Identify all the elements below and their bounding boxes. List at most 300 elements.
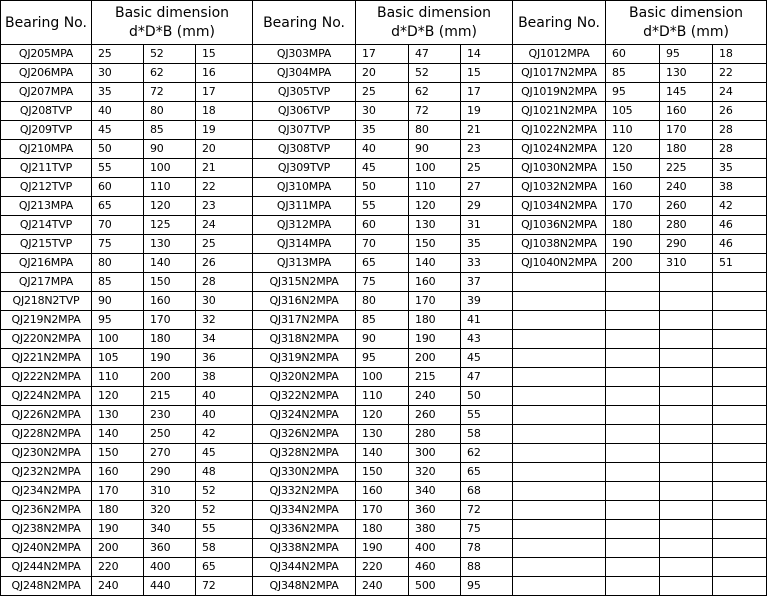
inner-diameter-cell: 130 (92, 406, 144, 425)
inner-diameter-cell: 100 (92, 330, 144, 349)
empty-cell (660, 406, 713, 425)
width-cell: 21 (461, 121, 513, 140)
width-cell: 43 (461, 330, 513, 349)
bearing-no-cell: QJ328N2MPA (253, 444, 356, 463)
outer-diameter-cell: 160 (144, 292, 196, 311)
empty-cell (606, 292, 660, 311)
width-cell: 23 (461, 140, 513, 159)
inner-diameter-cell: 150 (356, 463, 409, 482)
bearing-no-cell: QJ1024N2MPA (513, 140, 606, 159)
outer-diameter-cell: 190 (409, 330, 461, 349)
empty-cell (660, 273, 713, 292)
width-cell: 15 (461, 64, 513, 83)
bearing-no-cell: QJ307TVP (253, 121, 356, 140)
inner-diameter-cell: 110 (356, 387, 409, 406)
table-row (1, 254, 767, 273)
table-row (1, 197, 767, 216)
width-cell: 15 (196, 45, 253, 64)
outer-diameter-cell: 130 (660, 64, 713, 83)
table-row (1, 216, 767, 235)
inner-diameter-cell: 70 (92, 216, 144, 235)
bearing-no-cell: QJ218N2TVP (1, 292, 92, 311)
width-cell: 36 (196, 349, 253, 368)
width-cell: 75 (461, 520, 513, 539)
empty-cell (713, 273, 767, 292)
inner-diameter-cell: 30 (92, 64, 144, 83)
bearing-no-cell: QJ206MPA (1, 64, 92, 83)
outer-diameter-cell: 190 (144, 349, 196, 368)
width-cell: 42 (196, 425, 253, 444)
empty-cell (713, 558, 767, 577)
dimension-units: d*D*B (mm) (391, 23, 477, 40)
dimension-units: d*D*B (mm) (643, 23, 729, 40)
inner-diameter-cell: 60 (606, 45, 660, 64)
width-cell: 18 (713, 45, 767, 64)
empty-cell (713, 292, 767, 311)
width-cell: 48 (196, 463, 253, 482)
outer-diameter-cell: 140 (144, 254, 196, 273)
width-cell: 29 (461, 197, 513, 216)
width-cell: 40 (196, 406, 253, 425)
width-cell: 33 (461, 254, 513, 273)
bearing-no-cell: QJ311MPA (253, 197, 356, 216)
outer-diameter-cell: 120 (409, 197, 461, 216)
outer-diameter-cell: 200 (144, 368, 196, 387)
outer-diameter-cell: 52 (409, 64, 461, 83)
bearing-no-cell: QJ1034N2MPA (513, 197, 606, 216)
empty-cell (660, 330, 713, 349)
inner-diameter-cell: 200 (606, 254, 660, 273)
empty-cell (513, 482, 606, 501)
empty-cell (513, 349, 606, 368)
bearing-no-cell: QJ310MPA (253, 178, 356, 197)
inner-diameter-cell: 190 (356, 539, 409, 558)
inner-diameter-cell: 70 (356, 235, 409, 254)
inner-diameter-cell: 150 (606, 159, 660, 178)
empty-cell (513, 292, 606, 311)
outer-diameter-cell: 215 (409, 368, 461, 387)
empty-cell (606, 463, 660, 482)
inner-diameter-cell: 100 (356, 368, 409, 387)
inner-diameter-cell: 120 (92, 387, 144, 406)
outer-diameter-cell: 130 (144, 235, 196, 254)
empty-cell (713, 425, 767, 444)
inner-diameter-cell: 60 (92, 178, 144, 197)
outer-diameter-cell: 400 (144, 558, 196, 577)
inner-diameter-cell: 40 (92, 102, 144, 121)
outer-diameter-cell: 150 (409, 235, 461, 254)
inner-diameter-cell: 95 (606, 83, 660, 102)
table-row (1, 311, 767, 330)
inner-diameter-cell: 190 (606, 235, 660, 254)
empty-cell (606, 406, 660, 425)
width-cell: 52 (196, 482, 253, 501)
table-row (1, 102, 767, 121)
outer-diameter-cell: 400 (409, 539, 461, 558)
width-cell: 52 (196, 501, 253, 520)
empty-cell (513, 501, 606, 520)
outer-diameter-cell: 160 (660, 102, 713, 121)
table-row (1, 539, 767, 558)
bearing-no-cell: QJ207MPA (1, 83, 92, 102)
inner-diameter-cell: 120 (356, 406, 409, 425)
empty-cell (606, 387, 660, 406)
basic-dimension-header (356, 1, 513, 45)
table-row (1, 349, 767, 368)
empty-cell (606, 501, 660, 520)
empty-cell (513, 368, 606, 387)
outer-diameter-cell: 320 (144, 501, 196, 520)
outer-diameter-cell: 170 (144, 311, 196, 330)
bearing-no-cell: QJ236N2MPA (1, 501, 92, 520)
table-row (1, 558, 767, 577)
empty-cell (713, 444, 767, 463)
bearing-no-cell: QJ1022N2MPA (513, 121, 606, 140)
empty-cell (713, 330, 767, 349)
outer-diameter-cell: 100 (144, 159, 196, 178)
inner-diameter-cell: 65 (92, 197, 144, 216)
outer-diameter-cell: 47 (409, 45, 461, 64)
empty-cell (513, 406, 606, 425)
width-cell: 42 (713, 197, 767, 216)
empty-cell (513, 273, 606, 292)
inner-diameter-cell: 35 (92, 83, 144, 102)
bearing-no-header: Bearing No. (253, 1, 356, 45)
bearing-no-header: Bearing No. (513, 1, 606, 45)
inner-diameter-cell: 160 (356, 482, 409, 501)
inner-diameter-cell: 25 (356, 83, 409, 102)
inner-diameter-cell: 200 (92, 539, 144, 558)
bearing-no-cell: QJ219N2MPA (1, 311, 92, 330)
inner-diameter-cell: 85 (92, 273, 144, 292)
bearing-no-cell: QJ326N2MPA (253, 425, 356, 444)
table-row (1, 520, 767, 539)
width-cell: 65 (461, 463, 513, 482)
width-cell: 58 (461, 425, 513, 444)
table-row (1, 577, 767, 596)
outer-diameter-cell: 72 (409, 102, 461, 121)
inner-diameter-cell: 140 (356, 444, 409, 463)
width-cell: 51 (713, 254, 767, 273)
inner-diameter-cell: 170 (606, 197, 660, 216)
inner-diameter-cell: 190 (92, 520, 144, 539)
outer-diameter-cell: 310 (144, 482, 196, 501)
bearing-no-cell: QJ1012MPA (513, 45, 606, 64)
outer-diameter-cell: 52 (144, 45, 196, 64)
width-cell: 21 (196, 159, 253, 178)
inner-diameter-cell: 110 (606, 121, 660, 140)
empty-cell (513, 330, 606, 349)
outer-diameter-cell: 90 (409, 140, 461, 159)
inner-diameter-cell: 80 (92, 254, 144, 273)
outer-diameter-cell: 180 (409, 311, 461, 330)
empty-cell (513, 520, 606, 539)
bearing-no-cell: QJ211TVP (1, 159, 92, 178)
empty-cell (660, 444, 713, 463)
outer-diameter-cell: 260 (660, 197, 713, 216)
empty-cell (713, 501, 767, 520)
outer-diameter-cell: 225 (660, 159, 713, 178)
inner-diameter-cell: 180 (606, 216, 660, 235)
inner-diameter-cell: 160 (92, 463, 144, 482)
width-cell: 30 (196, 292, 253, 311)
inner-diameter-cell: 75 (92, 235, 144, 254)
empty-cell (513, 577, 606, 596)
width-cell: 31 (461, 216, 513, 235)
outer-diameter-cell: 72 (144, 83, 196, 102)
bearing-no-cell: QJ334N2MPA (253, 501, 356, 520)
outer-diameter-cell: 100 (409, 159, 461, 178)
table-row (1, 387, 767, 406)
outer-diameter-cell: 240 (660, 178, 713, 197)
inner-diameter-cell: 240 (92, 577, 144, 596)
outer-diameter-cell: 170 (409, 292, 461, 311)
bearing-no-cell: QJ209TVP (1, 121, 92, 140)
empty-cell (606, 482, 660, 501)
bearing-no-cell: QJ324N2MPA (253, 406, 356, 425)
inner-diameter-cell: 105 (92, 349, 144, 368)
table-row (1, 444, 767, 463)
outer-diameter-cell: 250 (144, 425, 196, 444)
empty-cell (606, 330, 660, 349)
empty-cell (606, 577, 660, 596)
bearing-no-cell: QJ214TVP (1, 216, 92, 235)
bearing-no-cell: QJ1036N2MPA (513, 216, 606, 235)
empty-cell (660, 463, 713, 482)
outer-diameter-cell: 310 (660, 254, 713, 273)
inner-diameter-cell: 90 (356, 330, 409, 349)
table-row (1, 64, 767, 83)
inner-diameter-cell: 55 (92, 159, 144, 178)
table-row (1, 159, 767, 178)
inner-diameter-cell: 110 (92, 368, 144, 387)
width-cell: 47 (461, 368, 513, 387)
width-cell: 28 (713, 140, 767, 159)
outer-diameter-cell: 125 (144, 216, 196, 235)
width-cell: 72 (196, 577, 253, 596)
outer-diameter-cell: 460 (409, 558, 461, 577)
empty-cell (606, 273, 660, 292)
table-row (1, 501, 767, 520)
bearing-no-cell: QJ216MPA (1, 254, 92, 273)
empty-cell (606, 368, 660, 387)
inner-diameter-cell: 17 (356, 45, 409, 64)
width-cell: 23 (196, 197, 253, 216)
width-cell: 95 (461, 577, 513, 596)
empty-cell (713, 577, 767, 596)
width-cell: 22 (196, 178, 253, 197)
basic-dimension-header (92, 1, 253, 45)
bearing-no-cell: QJ212TVP (1, 178, 92, 197)
table-row (1, 140, 767, 159)
bearing-no-cell: QJ317N2MPA (253, 311, 356, 330)
bearing-no-header: Bearing No. (1, 1, 92, 45)
inner-diameter-cell: 60 (356, 216, 409, 235)
bearing-no-cell: QJ228N2MPA (1, 425, 92, 444)
empty-cell (660, 558, 713, 577)
empty-cell (713, 463, 767, 482)
inner-diameter-cell: 85 (356, 311, 409, 330)
bearing-no-cell: QJ336N2MPA (253, 520, 356, 539)
bearing-no-cell: QJ322N2MPA (253, 387, 356, 406)
outer-diameter-cell: 90 (144, 140, 196, 159)
inner-diameter-cell: 45 (356, 159, 409, 178)
bearing-no-cell: QJ312MPA (253, 216, 356, 235)
empty-cell (606, 425, 660, 444)
bearing-no-cell: QJ232N2MPA (1, 463, 92, 482)
bearing-no-cell: QJ221N2MPA (1, 349, 92, 368)
empty-cell (513, 463, 606, 482)
bearing-no-cell: QJ316N2MPA (253, 292, 356, 311)
inner-diameter-cell: 170 (92, 482, 144, 501)
bearing-no-cell: QJ226N2MPA (1, 406, 92, 425)
bearing-no-cell: QJ308TVP (253, 140, 356, 159)
inner-diameter-cell: 95 (356, 349, 409, 368)
empty-cell (606, 520, 660, 539)
basic-dimension-title: Basic dimension (114, 4, 230, 21)
width-cell: 26 (713, 102, 767, 121)
inner-diameter-cell: 25 (92, 45, 144, 64)
inner-diameter-cell: 150 (92, 444, 144, 463)
bearing-no-cell: QJ1032N2MPA (513, 178, 606, 197)
inner-diameter-cell: 80 (356, 292, 409, 311)
empty-cell (606, 444, 660, 463)
width-cell: 72 (461, 501, 513, 520)
empty-cell (713, 368, 767, 387)
inner-diameter-cell: 130 (356, 425, 409, 444)
outer-diameter-cell: 110 (409, 178, 461, 197)
bearing-no-cell: QJ338N2MPA (253, 539, 356, 558)
inner-diameter-cell: 95 (92, 311, 144, 330)
table-row (1, 121, 767, 140)
bearing-no-cell: QJ314MPA (253, 235, 356, 254)
width-cell: 24 (713, 83, 767, 102)
inner-diameter-cell: 240 (356, 577, 409, 596)
bearing-no-cell: QJ305TVP (253, 83, 356, 102)
outer-diameter-cell: 180 (660, 140, 713, 159)
outer-diameter-cell: 150 (144, 273, 196, 292)
inner-diameter-cell: 50 (356, 178, 409, 197)
table-body (1, 45, 767, 596)
width-cell: 37 (461, 273, 513, 292)
width-cell: 19 (196, 121, 253, 140)
width-cell: 18 (196, 102, 253, 121)
outer-diameter-cell: 62 (144, 64, 196, 83)
inner-diameter-cell: 20 (356, 64, 409, 83)
width-cell: 50 (461, 387, 513, 406)
bearing-no-cell: QJ230N2MPA (1, 444, 92, 463)
outer-diameter-cell: 360 (409, 501, 461, 520)
bearing-no-cell: QJ205MPA (1, 45, 92, 64)
bearing-no-cell: QJ320N2MPA (253, 368, 356, 387)
width-cell: 38 (196, 368, 253, 387)
empty-cell (713, 406, 767, 425)
bearing-no-cell: QJ306TVP (253, 102, 356, 121)
outer-diameter-cell: 360 (144, 539, 196, 558)
width-cell: 41 (461, 311, 513, 330)
basic-dimension-header (606, 1, 767, 45)
bearing-no-cell: QJ1038N2MPA (513, 235, 606, 254)
bearing-no-cell: QJ315N2MPA (253, 273, 356, 292)
width-cell: 25 (461, 159, 513, 178)
outer-diameter-cell: 340 (144, 520, 196, 539)
table-row (1, 482, 767, 501)
outer-diameter-cell: 500 (409, 577, 461, 596)
basic-dimension-title: Basic dimension (377, 4, 492, 21)
width-cell: 78 (461, 539, 513, 558)
dimension-units: d*D*B (mm) (129, 23, 215, 40)
table-row (1, 45, 767, 64)
width-cell: 55 (461, 406, 513, 425)
width-cell: 46 (713, 235, 767, 254)
empty-cell (713, 349, 767, 368)
empty-cell (513, 387, 606, 406)
outer-diameter-cell: 62 (409, 83, 461, 102)
basic-dimension-title: Basic dimension (629, 4, 744, 21)
width-cell: 24 (196, 216, 253, 235)
outer-diameter-cell: 160 (409, 273, 461, 292)
inner-diameter-cell: 180 (356, 520, 409, 539)
inner-diameter-cell: 220 (356, 558, 409, 577)
bearing-no-cell: QJ220N2MPA (1, 330, 92, 349)
empty-cell (660, 577, 713, 596)
inner-diameter-cell: 170 (356, 501, 409, 520)
table-row (1, 83, 767, 102)
bearing-no-cell: QJ1030N2MPA (513, 159, 606, 178)
empty-cell (513, 425, 606, 444)
bearing-no-cell: QJ1040N2MPA (513, 254, 606, 273)
outer-diameter-cell: 85 (144, 121, 196, 140)
width-cell: 28 (713, 121, 767, 140)
outer-diameter-cell: 380 (409, 520, 461, 539)
table-row (1, 292, 767, 311)
empty-cell (660, 311, 713, 330)
bearing-no-cell: QJ330N2MPA (253, 463, 356, 482)
bearing-no-cell: QJ309TVP (253, 159, 356, 178)
empty-cell (660, 349, 713, 368)
outer-diameter-cell: 80 (144, 102, 196, 121)
outer-diameter-cell: 230 (144, 406, 196, 425)
width-cell: 25 (196, 235, 253, 254)
bearing-no-cell: QJ213MPA (1, 197, 92, 216)
outer-diameter-cell: 140 (409, 254, 461, 273)
bearing-no-cell: QJ1021N2MPA (513, 102, 606, 121)
inner-diameter-cell: 85 (606, 64, 660, 83)
inner-diameter-cell: 220 (92, 558, 144, 577)
outer-diameter-cell: 215 (144, 387, 196, 406)
empty-cell (513, 311, 606, 330)
bearing-no-cell: QJ208TVP (1, 102, 92, 121)
empty-cell (513, 444, 606, 463)
outer-diameter-cell: 110 (144, 178, 196, 197)
bearing-no-cell: QJ240N2MPA (1, 539, 92, 558)
outer-diameter-cell: 180 (144, 330, 196, 349)
empty-cell (606, 311, 660, 330)
empty-cell (713, 482, 767, 501)
width-cell: 46 (713, 216, 767, 235)
outer-diameter-cell: 290 (144, 463, 196, 482)
outer-diameter-cell: 320 (409, 463, 461, 482)
bearing-no-cell: QJ318N2MPA (253, 330, 356, 349)
width-cell: 55 (196, 520, 253, 539)
bearing-no-cell: QJ1017N2MPA (513, 64, 606, 83)
table-row (1, 463, 767, 482)
bearing-no-cell: QJ234N2MPA (1, 482, 92, 501)
header-row (1, 1, 767, 45)
width-cell: 35 (461, 235, 513, 254)
empty-cell (713, 520, 767, 539)
outer-diameter-cell: 145 (660, 83, 713, 102)
